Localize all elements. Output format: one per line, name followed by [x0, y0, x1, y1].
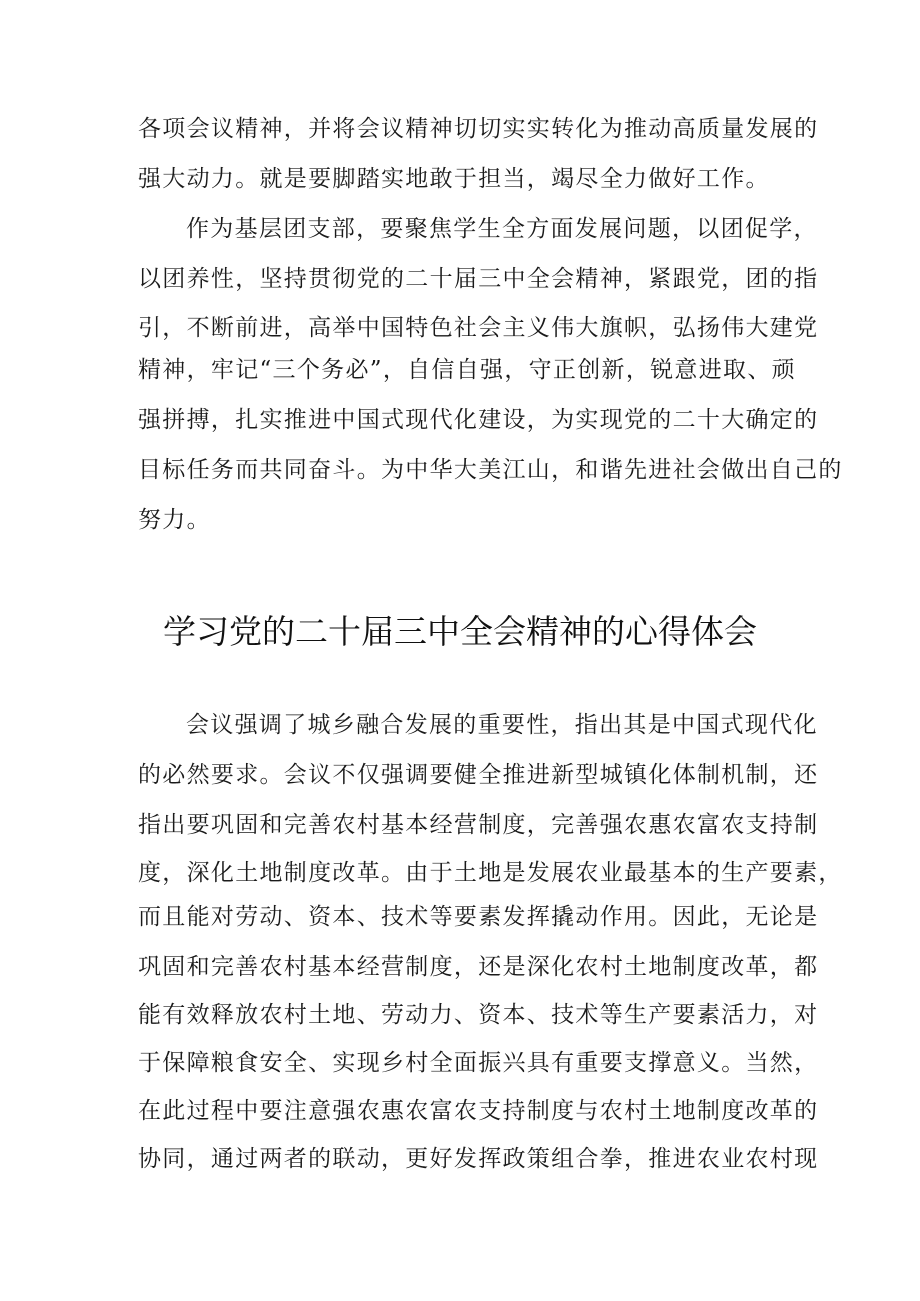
paragraph-line: 努力。 — [138, 507, 211, 533]
paragraph-line: 的必然要求。会议不仅强调要健全推进新型城镇化体制机制，还 — [138, 762, 819, 788]
paragraph-line: 在此过程中要注意强农惠农富农支持制度与农村土地制度改革的 — [138, 1098, 819, 1124]
paragraph-line: 协同，通过两者的联动，更好发挥政策组合拳，推进农业农村现 — [138, 1146, 819, 1172]
paragraph-line: 能有效释放农村土地、劳动力、资本、技术等生产要素活力，对 — [138, 1002, 819, 1028]
paragraph-line: 强大动力。就是要脚踏实地敢于担当，竭尽全力做好工作。 — [138, 166, 770, 192]
paragraph-line: 引，不断前进，高举中国特色社会主义伟大旗帜，弘扬伟大建党 — [138, 315, 819, 341]
paragraph-line: 而且能对劳动、资本、技术等要素发挥撬动作用。因此，无论是 — [138, 904, 819, 930]
paragraph-line: 精神，牢记“三个务必”，自信自强，守正创新，锐意进取、顽 — [138, 357, 796, 383]
paragraph-line: 以团养性，坚持贯彻党的二十届三中全会精神，紧跟党，团的指 — [138, 266, 819, 292]
paragraph-line: 度，深化土地制度改革。由于土地是发展农业最基本的生产要素， — [138, 860, 843, 886]
section-title: 学习党的二十届三中全会精神的心得体会 — [163, 612, 757, 651]
paragraph-line: 巩固和完善农村基本经营制度，还是深化农村土地制度改革，都 — [138, 954, 819, 980]
paragraph-line: 于保障粮食安全、实现乡村全面振兴具有重要支撑意义。当然， — [138, 1050, 819, 1076]
paragraph-line: 目标任务而共同奋斗。为中华大美江山，和谐先进社会做出自己的 — [138, 457, 843, 483]
paragraph-line: 会议强调了城乡融合发展的重要性，指出其是中国式现代化 — [186, 712, 818, 738]
paragraph-line: 指出要巩固和完善农村基本经营制度，完善强农惠农富农支持制 — [138, 812, 819, 838]
paragraph-line: 作为基层团支部，要聚焦学生全方面发展问题，以团促学， — [186, 216, 818, 242]
paragraph-line: 强拼搏，扎实推进中国式现代化建设，为实现党的二十大确定的 — [138, 407, 819, 433]
paragraph-line: 各项会议精神，并将会议精神切切实实转化为推动高质量发展的 — [138, 116, 819, 142]
